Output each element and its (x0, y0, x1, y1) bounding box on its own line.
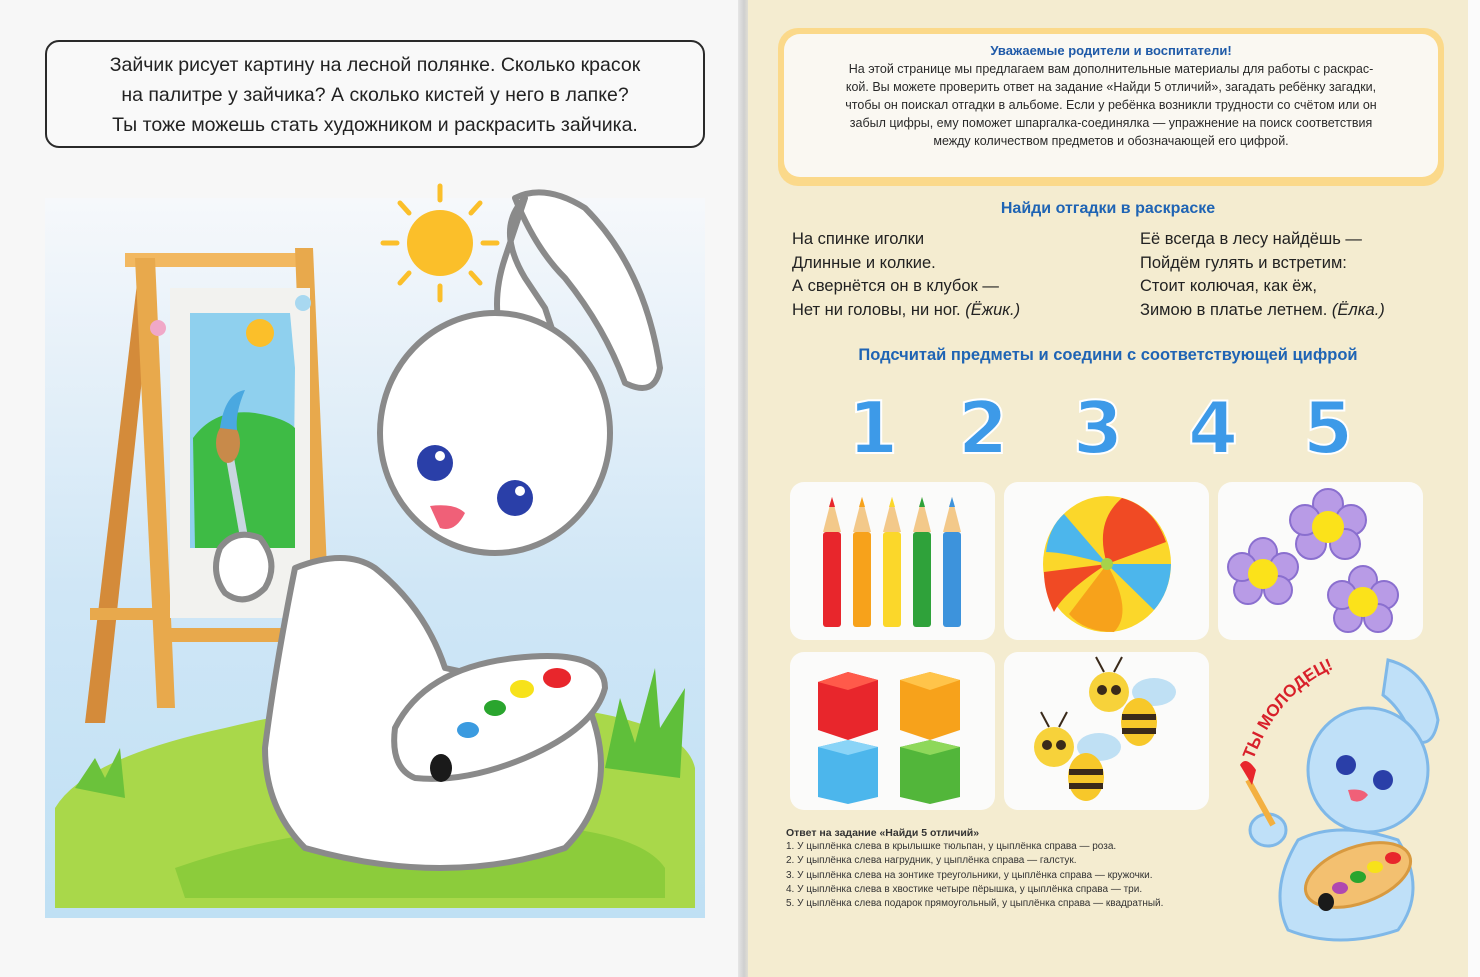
riddle-line (1140, 299, 1385, 323)
parents-note-title: Уважаемые родители и воспитатели! (990, 43, 1232, 58)
answer-item: 1. У цыплёнка слева в крылышке тюльпан, у цыплёнка справа — роза. (786, 841, 1117, 853)
answer-item: 3. У цыплёнка слева на зонтике треугольники, у цыплёнка справа — кружочки. (786, 869, 1153, 881)
answer-item: 2. У цыплёнка слева нагрудник, у цыплёнка справа — галстук. (786, 855, 1077, 867)
number-row (808, 388, 1408, 468)
answers-title: Ответ на задание «Найди 5 отличий» (786, 827, 980, 839)
parents-note-line: забыл цифры, ему поможет шпаргалка-соединялка — упражнение на поиск соответствия (849, 116, 1373, 130)
riddle-line-text: Нет ни головы, ни ног. (792, 300, 966, 319)
answer-item: 4. У цыплёнка слева в хвостике четыре пёрышка, у цыплёнка справа — три. (786, 883, 1143, 895)
answers-block (786, 826, 1163, 911)
riddle-line: Длинные и колкие. (792, 253, 936, 272)
riddle-line: Пойдём гулять и встретим: (1140, 253, 1347, 272)
riddle-line: Стоит колючая, как ёж, (1140, 277, 1317, 295)
riddle-fir-tree (1140, 228, 1385, 322)
riddle-hedgehog (792, 228, 1020, 322)
ball-icon (1004, 482, 1209, 640)
riddles-heading: Найди отгадки в раскраске (1000, 200, 1216, 217)
riddle-line: Её всегда в лесу найдёшь — (1140, 230, 1362, 248)
card-flowers (1218, 482, 1423, 640)
bravo-bunny-illustration (1218, 640, 1468, 960)
parents-note-line: между количеством предметов и обозначающей его цифрой. (933, 134, 1289, 148)
parents-note-line: На этой странице мы предлагаем вам дополнительные материалы для работы с раскрас- (848, 62, 1374, 76)
number-2: 2 (958, 386, 1009, 470)
number-5: 5 (1303, 386, 1354, 470)
pencils-icon (790, 482, 995, 640)
card-cubes (790, 652, 995, 810)
number-3: 3 (1073, 386, 1124, 470)
cubes-icon (790, 652, 995, 810)
riddle-line: На спинке иголки (792, 230, 925, 248)
riddle-line: А свернётся он в клубок — (792, 277, 999, 295)
answer-item: 5. У цыплёнка слева подарок прямоугольный, у цыплёнка справа — квадратный. (786, 898, 1164, 910)
riddle-answer: (Ёжик.) (965, 300, 1021, 319)
parents-note-line: кой. Вы можете проверить ответ на задание «Найди 5 отличий», загадать ребёнку загадки, (845, 80, 1377, 94)
flowers-icon (1218, 482, 1423, 640)
question-line: Ты тоже можешь стать художником и раскрасить зайчика. (112, 114, 638, 136)
sun-icon (407, 210, 473, 276)
riddle-line-text: Зимою в платье летнем. (1140, 300, 1332, 319)
number-1: 1 (848, 386, 899, 470)
question-line: на палитре у зайчика? А сколько кистей у него в лапке? (121, 84, 629, 106)
card-ball (1004, 482, 1209, 640)
question-box (45, 40, 705, 148)
question-line: Зайчик рисует картину на лесной полянке. Сколько красок (109, 54, 641, 76)
card-pencils (790, 482, 995, 640)
card-bees (1004, 652, 1209, 810)
counting-heading: Подсчитай предметы и соедини с соответствующей цифрой (858, 346, 1358, 364)
riddle-line (792, 299, 1020, 323)
bunny-coloring-illustration (45, 168, 705, 958)
parents-note-line: чтобы он поискал отгадки в альбоме. Если у ребёнка возникли трудности со счётом или он (845, 98, 1377, 112)
right-page (748, 0, 1480, 977)
bravo-text: ТЫ МОЛОДЕЦ! (1239, 654, 1336, 762)
bees-icon (1004, 652, 1209, 810)
parents-note (778, 28, 1444, 186)
number-4: 4 (1188, 386, 1239, 470)
page-edge (1468, 0, 1480, 977)
riddle-answer: (Ёлка.) (1331, 300, 1385, 319)
